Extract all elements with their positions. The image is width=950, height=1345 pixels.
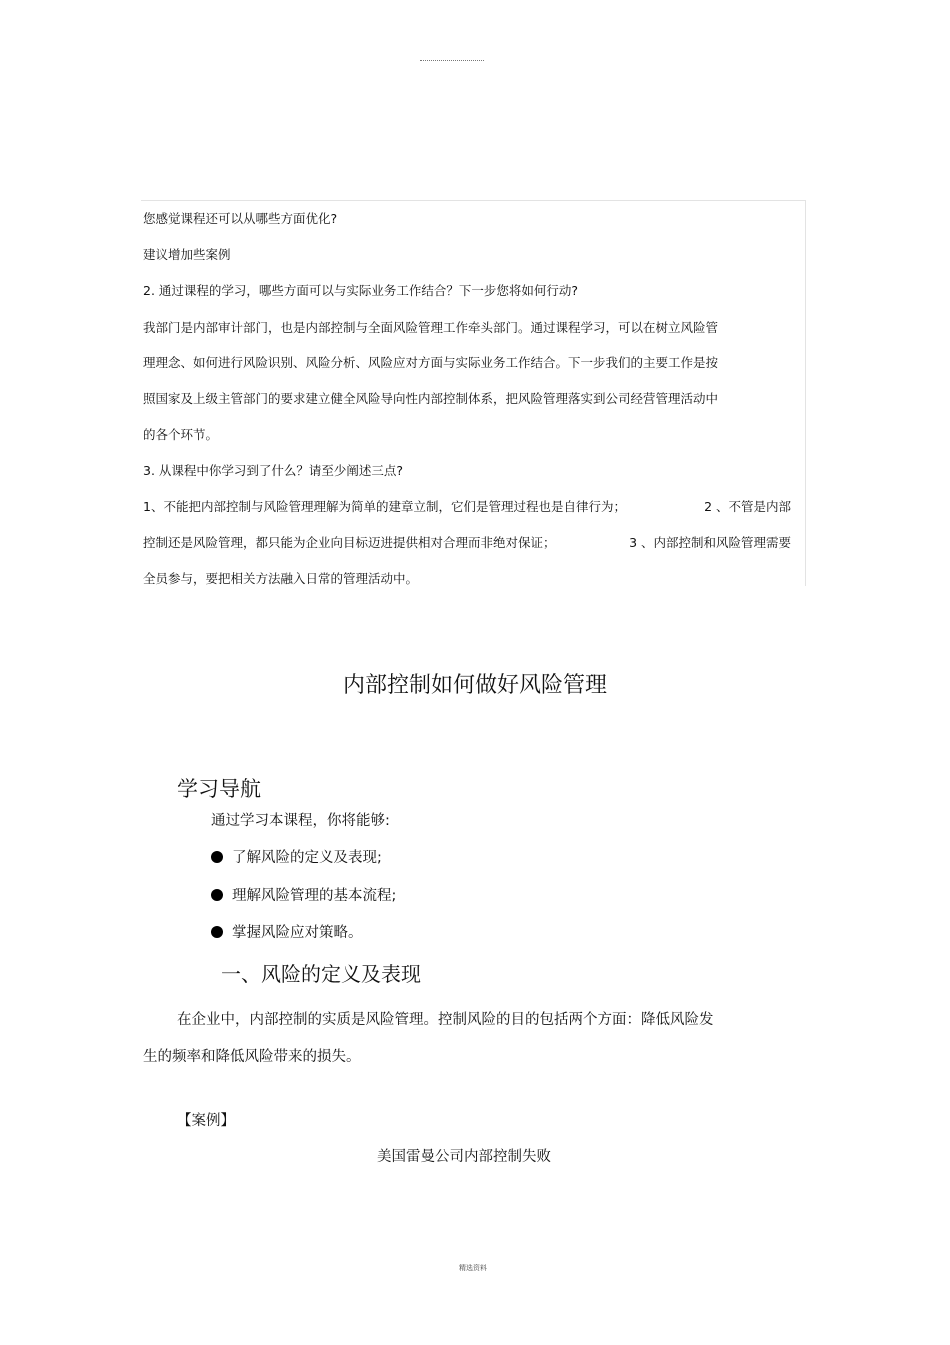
answer-3-point-3-start: 3 、内部控制和风险管理需要 bbox=[629, 535, 791, 550]
answer-2-line-3: 照国家及上级主管部门的要求建立健全风险导向性内部控制体系，把风险管理落实到公司经营管理活动中 bbox=[143, 391, 719, 406]
answer-3-line-2 bbox=[143, 533, 791, 551]
answer-optimize: 建议增加些案例 bbox=[143, 247, 231, 262]
objective-item bbox=[211, 921, 363, 942]
learning-navigation-heading: 学习导航 bbox=[177, 777, 261, 801]
objective-text: 了解风险的定义及表现; bbox=[232, 850, 382, 866]
answer-3-point-2-end: 控制还是风险管理，都只能为企业向目标迈进提供相对合理而非绝对保证； bbox=[143, 535, 556, 550]
section-heading-1: 一、风险的定义及表现 bbox=[221, 962, 421, 986]
bullet-dot-icon bbox=[211, 851, 223, 863]
answer-3-point-1: 1、不能把内部控制与风险管理理解为简单的建章立制，它们是管理过程也是自律行为； bbox=[143, 499, 626, 514]
case-title: 美国雷曼公司内部控制失败 bbox=[377, 1149, 551, 1165]
objective-text: 理解风险管理的基本流程; bbox=[232, 888, 397, 904]
question-3: 3. 从课程中你学习到了什么？请至少阐述三点? bbox=[143, 463, 404, 478]
answer-2-line-1: 我部门是内部审计部门，也是内部控制与全面风险管理工作牵头部门。通过课程学习，可以在树立风险管 bbox=[143, 320, 719, 335]
page-footer: 精选资料 bbox=[459, 1264, 487, 1272]
objective-item bbox=[211, 846, 382, 867]
question-optimize: 您感觉课程还可以从哪些方面优化? bbox=[143, 211, 338, 226]
answer-2-line-4: 的各个环节。 bbox=[143, 427, 219, 442]
paragraph-line-1: 在企业中，内部控制的实质是风险管理。控制风险的目的包括两个方面：降低风险发 bbox=[177, 1012, 714, 1028]
bullet-dot-icon bbox=[211, 926, 223, 938]
bullet-dot-icon bbox=[211, 889, 223, 901]
learning-intro: 通过学习本课程，你将能够: bbox=[211, 813, 390, 829]
header-dotted-rule bbox=[420, 60, 484, 61]
objective-text: 掌握风险应对策略。 bbox=[232, 925, 363, 941]
case-label: 【案例】 bbox=[177, 1113, 235, 1129]
question-2: 2. 通过课程的学习，哪些方面可以与实际业务工作结合？下一步您将如何行动? bbox=[143, 283, 579, 298]
paragraph-line-2: 生的频率和降低风险带来的损失。 bbox=[143, 1049, 361, 1065]
answer-2-line-2: 理理念、如何进行风险识别、风险分析、风险应对方面与实际业务工作结合。下一步我们的主要工作是按 bbox=[143, 355, 719, 370]
answer-3-line-3: 全员参与，要把相关方法融入日常的管理活动中。 bbox=[143, 571, 419, 586]
answer-3-point-2-start: 2 、不管是内部 bbox=[704, 499, 791, 514]
document-title: 内部控制如何做好风险管理 bbox=[342, 673, 607, 698]
answer-3-line-1 bbox=[143, 497, 791, 515]
objective-item bbox=[211, 884, 396, 905]
